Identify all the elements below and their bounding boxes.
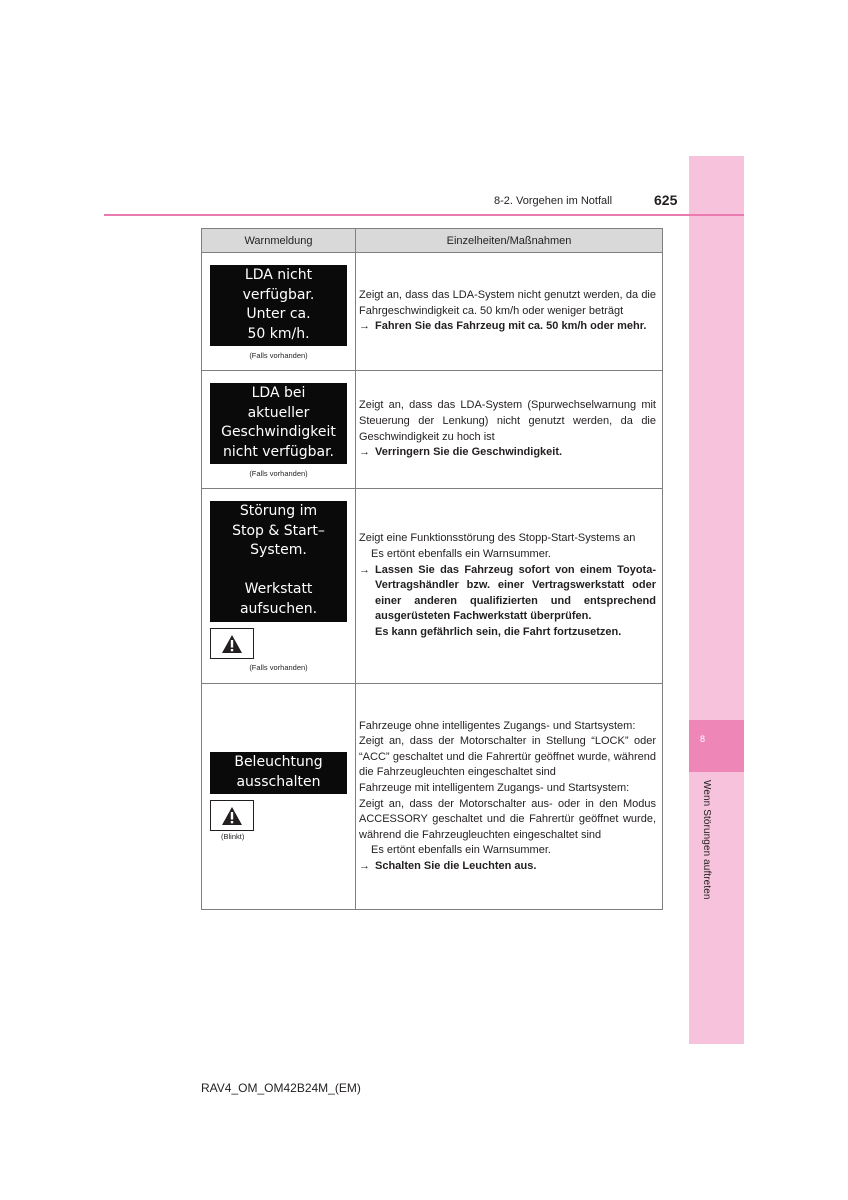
action-text: Fahren Sie das Fahrzeug mit ca. 50 km/h oder mehr. xyxy=(375,320,647,333)
display-line: Geschwindigkeit xyxy=(221,424,336,440)
details-cell xyxy=(356,684,663,910)
table-header-row xyxy=(202,229,663,253)
document-code: RAV4_OM_OM42B24M_(EM) xyxy=(201,1081,361,1095)
action-text: Verringern Sie die Geschwindigkeit. xyxy=(375,446,563,459)
availability-note: (Falls vorhanden) xyxy=(249,469,308,478)
warning-cell xyxy=(202,371,356,489)
details-cell xyxy=(356,489,663,684)
chapter-side-tab xyxy=(689,156,744,1044)
description: Zeigt an, dass das LDA-System (Spurwechselwarnung mit Steuerung der Lenkung) nicht genutzt werden, da die Geschwindigkeit zu hoch ist xyxy=(359,399,656,443)
display-line: Stop & Start– xyxy=(232,522,325,539)
display-message xyxy=(210,501,347,622)
table-row xyxy=(202,253,663,371)
display-line: Unter ca. xyxy=(246,306,311,322)
action-text xyxy=(375,563,656,641)
arrow-icon: → xyxy=(359,859,370,872)
display-line: Werkstatt xyxy=(244,581,313,597)
arrow-icon: → xyxy=(359,446,370,459)
display-line: Beleuchtung xyxy=(234,754,323,770)
paragraph-no-smart-key: Fahrzeuge ohne intelligentes Zugangs- und Startsystem: xyxy=(359,719,636,732)
description: Zeigt an, dass das LDA-System nicht genutzt werden, da die Fahrgeschwindigkeit ca. 50 km/h oder weniger beträgt xyxy=(359,289,656,317)
display-line xyxy=(210,561,347,581)
warning-cell xyxy=(202,253,356,371)
header-rule xyxy=(104,214,744,216)
availability-note: (Falls vorhanden) xyxy=(249,351,308,360)
display-line: nicht verfügbar. xyxy=(222,443,334,460)
action-line xyxy=(359,563,656,641)
page-number: 625 xyxy=(654,192,678,208)
display-line: aktueller xyxy=(247,404,310,421)
chapter-number-tab xyxy=(689,720,744,772)
action-line xyxy=(359,859,656,875)
blink-note: (Blinkt) xyxy=(221,832,245,841)
column-header-details: Einzelheiten/Maßnahmen xyxy=(356,229,663,253)
paragraph-description-2: Zeigt an, dass der Motorschalter aus- oder in den Modus ACCESSORY geschaltet und die Fahrertür geöffnet wurde, während die Fahrzeugleuchten eingeschaltet sind xyxy=(359,797,656,841)
display-line: LDA nicht xyxy=(244,267,313,283)
display-message xyxy=(210,752,347,794)
display-line: aufsuchen. xyxy=(239,600,318,617)
chapter-number: 8 xyxy=(700,734,706,744)
display-line: Störung im xyxy=(239,503,318,519)
warning-triangle-icon xyxy=(210,628,254,659)
action-line xyxy=(359,319,656,335)
section-title: 8-2. Vorgehen im Notfall xyxy=(494,195,613,207)
table-row xyxy=(202,489,663,684)
chapter-title: Wenn Störungen auftreten xyxy=(701,780,712,900)
warning-cell xyxy=(202,684,356,910)
warning-triangle-icon xyxy=(210,800,254,831)
warning-message-table xyxy=(201,228,663,910)
description: Zeigt eine Funktionsstörung des Stopp-Start-Systems an xyxy=(359,532,636,545)
display-line: ausschalten xyxy=(236,773,321,790)
display-line: verfügbar. xyxy=(242,286,315,303)
display-line: 50 km/h. xyxy=(247,325,310,342)
buzzer-note: Es ertönt ebenfalls ein Warnsummer. xyxy=(371,844,551,857)
paragraph-smart-key: Fahrzeuge mit intelligentem Zugangs- und Startsystem: xyxy=(359,781,630,794)
action-text-main: Lassen Sie das Fahrzeug sofort von einem Toyota-Vertragshändler bzw. einer Vertragswerkstatt oder einer anderen qualifizierten und entsprechend ausgerüsteten Fachwerkstatt überprüfen. xyxy=(375,563,656,623)
column-header-warning: Warnmeldung xyxy=(202,229,356,253)
table-row xyxy=(202,684,663,910)
display-line: System. xyxy=(250,542,307,558)
buzzer-note: Es ertönt ebenfalls ein Warnsummer. xyxy=(371,548,551,561)
display-message xyxy=(210,265,347,346)
paragraph-description-1: Zeigt an, dass der Motorschalter in Stellung “LOCK” oder “ACC” geschaltet und die Fahrertür geöffnet wurde, während die Fahrzeugleuchten eingeschaltet sind xyxy=(359,735,656,779)
action-text: Schalten Sie die Leuchten aus. xyxy=(375,859,537,872)
details-cell xyxy=(356,253,663,371)
table-row xyxy=(202,371,663,489)
arrow-icon: → xyxy=(359,563,370,576)
details-cell xyxy=(356,371,663,489)
display-message xyxy=(210,383,347,464)
action-text-warning: Es kann gefährlich sein, die Fahrt fortzusetzen. xyxy=(375,625,622,638)
arrow-icon: → xyxy=(359,320,370,333)
action-line xyxy=(359,445,656,461)
availability-note: (Falls vorhanden) xyxy=(249,663,308,672)
warning-cell xyxy=(202,489,356,684)
display-line: LDA bei xyxy=(251,385,306,401)
